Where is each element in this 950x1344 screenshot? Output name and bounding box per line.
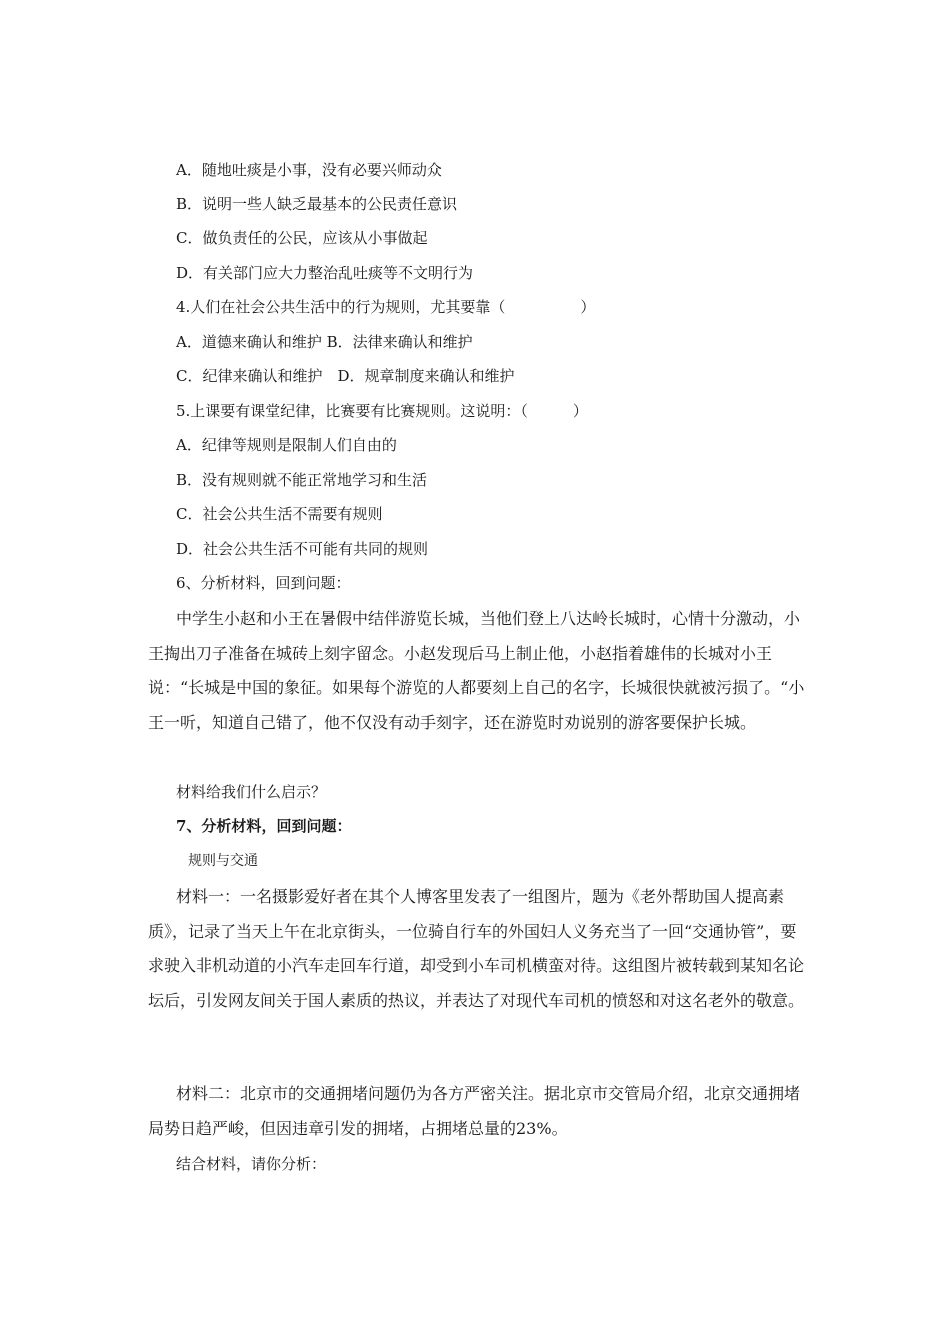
q3-option-c: C．做负责任的公民，应该从小事做起: [176, 229, 428, 247]
q5-option-d: D．社会公共生活不可能有共同的规则: [176, 540, 429, 558]
q3-option-a: A．随地吐痰是小事，没有必要兴师动众: [176, 161, 442, 179]
q6-material: 中学生小赵和小王在暑假中结伴游览长城，当他们登上八达岭长城时，心情十分激动，小王掏出刀子准备在城砖上刻字留念。小赵发现后马上制止他，小赵指着雄伟的长城对小王说：“长城是中国的象征。如果每个游览的人都要刻上自己的名字，长城很快就被污损了。“小王一听，知道自己错了，他不仅没有动手刻字，还在游览时劝说别的游客要保护长城。: [148, 609, 805, 732]
q7-prompt: 结合材料，请你分析：: [176, 1155, 327, 1173]
q5-option-b: B．没有规则就不能正常地学习和生活: [176, 471, 428, 489]
q7-material-one: 材料一：一名摄影爱好者在其个人博客里发表了一组图片，题为《老外帮助国人提高素质》，记录了当天上午在北京街头，一位骑自行车的外国妇人义务充当了一回“交通协管”，要求驶入非机动道的小汽车走回车行道，却受到小车司机横蛮对待。这组图片被转载到某知名论坛后，引发网友间关于国人素质的热议，并表达了对现代车司机的愤怒和对这名老外的敬意。: [148, 887, 805, 1010]
q5-option-a: A．纪律等规则是限制人们自由的: [176, 436, 397, 454]
q4-stem: 4.人们在社会公共生活中的行为规则，尤其要靠（ ）: [176, 298, 596, 316]
q7-subtitle: 规则与交通: [188, 853, 258, 869]
q5-stem: 5.上课要有课堂纪律，比赛要有比赛规则。这说明：（ ）: [176, 402, 588, 420]
q3-option-d: D．有关部门应大力整治乱吐痰等不文明行为: [176, 264, 474, 282]
q7-material-two: 材料二：北京市的交通拥堵问题仍为各方严密关注。据北京市交管局介绍，北京交通拥堵局势日趋严峻，但因违章引发的拥堵，占拥堵总量的23%。: [148, 1084, 801, 1138]
q7-heading: 7、分析材料，回到问题：: [176, 817, 352, 835]
q3-option-b: B．说明一些人缺乏最基本的公民责任意识: [176, 195, 458, 213]
q6-heading: 6、分析材料，回到问题：: [176, 574, 351, 592]
q5-option-c: C．社会公共生活不需要有规则: [176, 505, 383, 523]
q4-options-cd: C．纪律来确认和维护 D．规章制度来确认和维护: [176, 367, 515, 385]
q6-question: 材料给我们什么启示？: [176, 783, 327, 801]
q4-options-ab: A．道德来确认和维护 B．法律来确认和维护: [176, 333, 473, 351]
